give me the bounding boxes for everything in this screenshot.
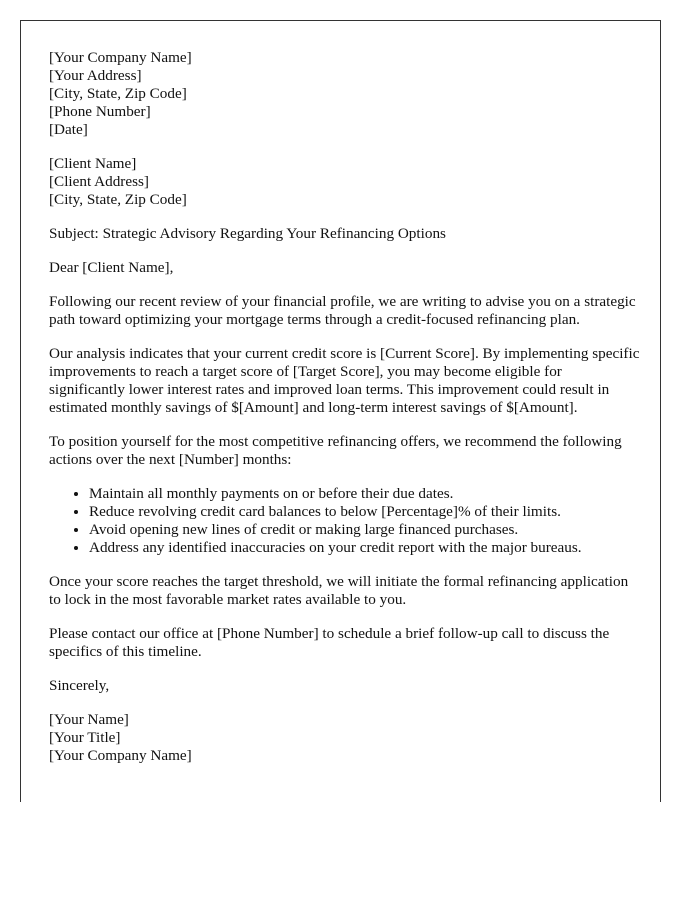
- recipient-address: [Client Address]: [49, 173, 149, 190]
- contact-paragraph: Please contact our office at [Phone Number] to schedule a brief follow-up call to discuss the specifics of this timeline.: [49, 625, 610, 660]
- recipient-name: [Client Name]: [49, 155, 137, 172]
- sender-city-state-zip: [City, State, Zip Code]: [49, 85, 187, 102]
- signature-company-name: [Your Company Name]: [49, 747, 192, 764]
- signature-block: [49, 711, 641, 765]
- sender-address: [Your Address]: [49, 67, 142, 84]
- sender-address-block: [49, 49, 641, 139]
- recipient-city-state-zip: [City, State, Zip Code]: [49, 191, 187, 208]
- letter-content: [49, 49, 641, 781]
- action-item: • Reduce revolving credit card balances to below [Percentage]% of their limits.: [89, 503, 641, 521]
- action-items-list: [49, 485, 641, 557]
- action-item: • Avoid opening new lines of credit or making large financed purchases.: [89, 521, 641, 539]
- analysis-paragraph: Our analysis indicates that your current credit score is [Current Score]. By implementing specific improvements to reach a target score of [Target Score], you may become eligible for significantly lower interest rates and improved loan terms. This improvement could result in estimated monthly savings of $[Amount] and long-term interest savings of $[Amount].: [49, 345, 640, 416]
- next-steps-paragraph: Once your score reaches the target threshold, we will initiate the formal refinancing application to lock in the most favorable market rates available to you.: [49, 573, 629, 608]
- recipient-address-block: [49, 155, 641, 209]
- sender-company-name: [Your Company Name]: [49, 49, 192, 66]
- recommendation-paragraph: To position yourself for the most competitive refinancing offers, we recommend the following actions over the next [Number] months:: [49, 433, 622, 468]
- letter-date: [Date]: [49, 121, 88, 138]
- signature-title: [Your Title]: [49, 729, 121, 746]
- letter-page: [20, 20, 661, 802]
- signature-name: [Your Name]: [49, 711, 129, 728]
- action-item: • Address any identified inaccuracies on your credit report with the major bureaus.: [89, 539, 641, 557]
- salutation: Dear [Client Name],: [49, 259, 174, 276]
- intro-paragraph: Following our recent review of your financial profile, we are writing to advise you on a strategic path toward optimizing your mortgage terms through a credit-focused refinancing plan.: [49, 293, 636, 328]
- closing: Sincerely,: [49, 677, 110, 694]
- action-item: • Maintain all monthly payments on or before their due dates.: [89, 485, 641, 503]
- subject-line: Subject: Strategic Advisory Regarding Your Refinancing Options: [49, 225, 446, 242]
- sender-phone: [Phone Number]: [49, 103, 151, 120]
